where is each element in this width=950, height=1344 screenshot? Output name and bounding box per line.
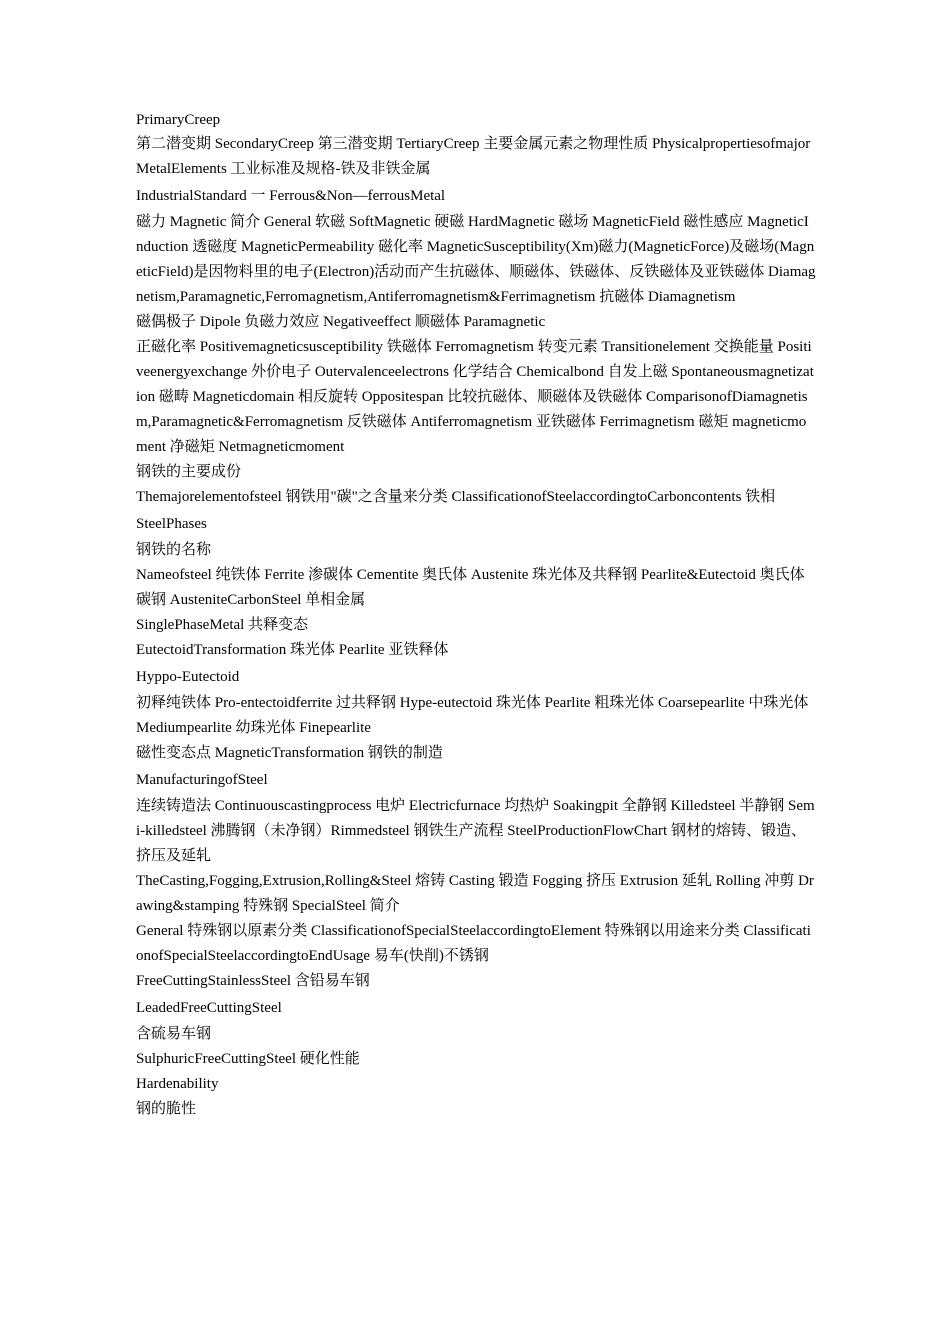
paragraph: 磁偶极子 Dipole 负磁力效应 Negativeeffect 顺磁体 Paramagnetic — [136, 314, 546, 330]
paragraph: Hardenability — [136, 1076, 219, 1092]
paragraph: SulphuricFreeCuttingSteel 硬化性能 — [136, 1051, 360, 1067]
paragraph: IndustrialStandard 一 Ferrous&Non—ferrousMetal — [136, 188, 446, 204]
paragraph: 钢的脆性 — [136, 1101, 197, 1117]
paragraph: Nameofsteel 纯铁体 Ferrite 渗碳体 Cementite 奥氏体 Austenite 珠光体及共释钢 Pearlite&Eutectoid 奥氏体碳钢 AusteniteCarbonSteel 单相金属 — [136, 567, 805, 608]
paragraph: 磁力 Magnetic 简介 General 软磁 SoftMagnetic 硬磁 HardMagnetic 磁场 MagneticField 磁性感应 MagneticInduction 透磁度 MagneticPermeability 磁化率 MagneticSusceptibility(Xm)磁力(MagneticForce)及磁场(MagneticField)是因物料里的电子(Electron)活动而产生抗磁体、顺磁体、铁磁体、反铁磁体及亚铁磁体 Diamagnetism,Paramagnetic,Ferromagnetism,Antiferromagnetism&Ferrimagnetism 抗磁体 Diamagnetism — [136, 214, 816, 305]
paragraph: PrimaryCreep — [136, 112, 221, 128]
paragraph: 正磁化率 Positivemagneticsusceptibility 铁磁体 Ferromagnetism 转变元素 Transitionelement 交换能量 Positiveenergyexchange 外价电子 Outervalenceelectrons 化学结合 Chemicalbond 自发上磁 Spontaneousmagnetization 磁畴 Magneticdomain 相反旋转 Oppositespan 比较抗磁体、顺磁体及铁磁体 ComparisonofDiamagnetism,Paramagnetic&Ferromagnetism 反铁磁体 Antiferromagnetism 亚铁磁体 Ferrimagnetism 磁矩 magneticmoment 净磁矩 Netmagneticmoment — [136, 339, 814, 455]
paragraph: SteelPhases — [136, 516, 207, 532]
paragraph: General 特殊钢以原素分类 ClassificationofSpecialSteelaccordingtoElement 特殊钢以用途来分类 ClassificationofSpecialSteelaccordingtoEndUsage 易车(快削)不锈钢 — [136, 923, 811, 964]
paragraph: Hyppo-Eutectoid — [136, 669, 240, 685]
paragraph: Themajorelementofsteel 钢铁用"碳"之含量来分类 ClassificationofSteelaccordingtoCarboncontents 铁相 — [136, 489, 776, 505]
paragraph: 钢铁的名称 — [136, 542, 212, 558]
paragraph: 初释纯铁体 Pro-entectoidferrite 过共释钢 Hype-eutectoid 珠光体 Pearlite 粗珠光体 Coarsepearlite 中珠光体 Mediumpearlite 幼珠光体 Finepearlite — [136, 695, 809, 736]
paragraph: LeadedFreeCuttingSteel — [136, 1000, 282, 1016]
paragraph: 第二潜变期 SecondaryCreep 第三潜变期 TertiaryCreep 主要金属元素之物理性质 PhysicalpropertiesofmajorMetalElements 工业标准及规格-铁及非铁金属 — [136, 136, 811, 177]
paragraph: EutectoidTransformation 珠光体 Pearlite 亚铁释体 — [136, 642, 449, 658]
paragraph: 钢铁的主要成份 — [136, 464, 242, 480]
paragraph: TheCasting,Fogging,Extrusion,Rolling&Steel 熔铸 Casting 锻造 Fogging 挤压 Extrusion 延轧 Rolling 冲剪 Drawing&stamping 特殊钢 SpecialSteel 简介 — [136, 873, 814, 914]
document-page — [136, 108, 816, 1122]
paragraph: 连续铸造法 Continuouscastingprocess 电炉 Electricfurnace 均热炉 Soakingpit 全静钢 Killedsteel 半静钢 Semi-killedsteel 沸腾钢（未净钢）Rimmedsteel 钢铁生产流程 SteelProductionFlowChart 钢材的熔铸、锻造、挤压及延轧 — [136, 798, 815, 864]
paragraph: 磁性变态点 MagneticTransformation 钢铁的制造 — [136, 745, 443, 761]
paragraph: 含硫易车钢 — [136, 1026, 212, 1042]
paragraph: FreeCuttingStainlessSteel 含铅易车钢 — [136, 973, 370, 989]
paragraph: SinglePhaseMetal 共释变态 — [136, 617, 309, 633]
paragraph: ManufacturingofSteel — [136, 772, 268, 788]
